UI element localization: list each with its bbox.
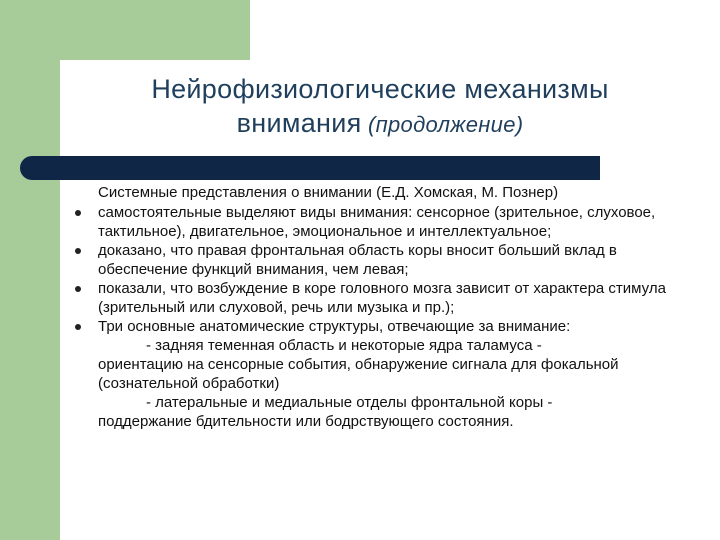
sub-item-lead: - латеральные и медиальные отделы фронтальной коры -: [146, 394, 553, 411]
title-line-1: Нейрофизиологические механизмы: [151, 74, 609, 104]
list-item: [70, 279, 695, 317]
top-accent-block: [0, 0, 250, 60]
list-item: [70, 241, 695, 279]
list-item-text: Три основные анатомические структуры, отвечающие за внимание:: [98, 318, 571, 335]
list-item: [70, 203, 695, 241]
list-item-text: показали, что возбуждение в коре головного мозга зависит от характера стимула (зрительный или слуховой, речь или музыка и пр.);: [98, 280, 666, 316]
intro-text: Системные представления о внимании (Е.Д. Хомская, М. Познер): [98, 184, 559, 201]
bullet-icon: [75, 210, 81, 216]
bullet-icon: [75, 324, 81, 330]
list-item-text: самостоятельные выделяют виды внимания: сенсорное (зрительное, слуховое, тактильное), двигательное, эмоциональное и интеллектуальное;: [98, 204, 656, 240]
sub-item-text: поддержание бдительности или бодрствующего состояния.: [98, 413, 514, 430]
bullet-icon: [75, 286, 81, 292]
title-line-2: [80, 106, 680, 142]
list-item: [70, 317, 695, 336]
list-item-text: доказано, что правая фронтальная область коры вносит больший вклад в обеспечение функций внимания, чем левая;: [98, 242, 617, 278]
title-divider: [20, 156, 600, 180]
left-accent-bar: [0, 0, 60, 540]
sub-item: [70, 336, 695, 393]
slide-title: [80, 72, 680, 142]
title-main: внимания: [236, 108, 362, 138]
sub-item: [70, 393, 695, 431]
bullet-icon: [75, 248, 81, 254]
slide-body: [70, 183, 695, 431]
sub-item-lead: - задняя теменная область и некоторые ядра таламуса -: [146, 337, 542, 354]
sub-item-text: ориентацию на сенсорные события, обнаружение сигнала для фокальной (сознательной обработки): [98, 356, 619, 392]
title-subtitle: (продолжение): [361, 112, 524, 137]
